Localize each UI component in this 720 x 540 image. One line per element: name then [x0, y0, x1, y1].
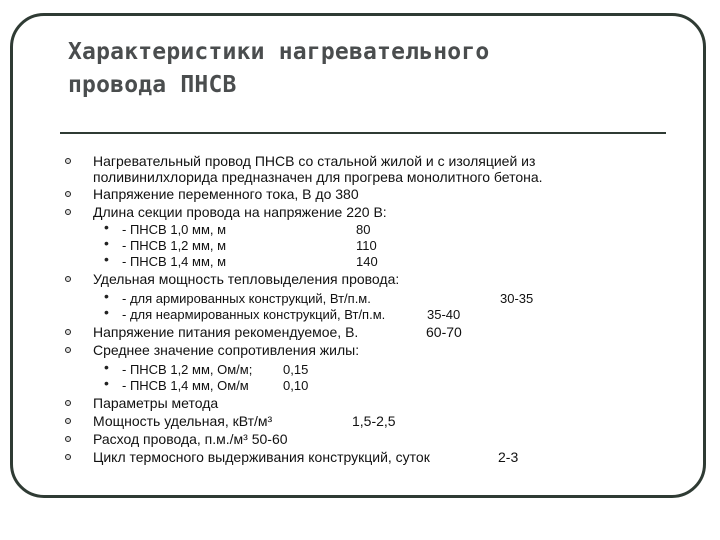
bullet-icon: [64, 399, 72, 407]
sub-bullet-icon: •: [104, 219, 109, 235]
sub-bullet-icon: •: [104, 359, 109, 375]
specific-power-label: Мощность удельная, кВт/м³: [93, 413, 273, 429]
length-row-value: 110: [356, 238, 377, 253]
bullet-icon: [64, 453, 72, 461]
resistance-row-value: 0,10: [283, 378, 309, 393]
slide-title: [68, 36, 648, 102]
sub-bullet-icon: •: [104, 235, 109, 251]
method-parameters-text: Параметры метода: [93, 395, 219, 411]
sub-bullet-icon: •: [104, 375, 109, 391]
bullet-icon: [64, 346, 72, 354]
bullet-icon: [64, 275, 72, 283]
sub-bullet-icon: •: [104, 251, 109, 267]
title-divider: [60, 132, 666, 134]
description-line-1: Нагревательный провод ПНСВ со стальной жилой и с изоляцией из: [93, 153, 536, 169]
wire-consumption-text: Расход провода, п.м./м³ 50-60: [93, 431, 288, 447]
length-row-label: - ПНСВ 1,2 мм, м: [122, 238, 227, 253]
voltage-text: Напряжение переменного тока, В до 380: [93, 186, 359, 202]
length-row-value: 80: [356, 222, 371, 237]
sub-bullet-icon: •: [104, 304, 109, 320]
supply-voltage-label: Напряжение питания рекомендуемое, В.: [93, 324, 359, 340]
specific-power-value: 1,5-2,5: [352, 413, 396, 429]
bullet-icon: [64, 157, 72, 165]
title-line-1: Характеристики нагревательного: [68, 39, 490, 65]
length-row-value: 140: [356, 254, 378, 269]
length-row-label: - ПНСВ 1,4 мм, м: [122, 254, 227, 269]
bullet-icon: [64, 208, 72, 216]
curing-cycle-value: 2-3: [498, 449, 519, 465]
power-row-value: 30-35: [500, 291, 534, 306]
title-line-2: провода ПНСВ: [68, 72, 237, 98]
supply-voltage-value: 60-70: [426, 324, 462, 340]
section-length-text: Длина секции провода на напряжение 220 В:: [93, 204, 387, 220]
resistance-row-label: - ПНСВ 1,4 мм, Ом/м: [122, 378, 249, 393]
power-density-text: Удельная мощность тепловыделения провода:: [93, 271, 400, 287]
curing-cycle-label: Цикл термосного выдерживания конструкций, суток: [93, 449, 430, 465]
power-row-value: 35-40: [427, 307, 461, 322]
sub-bullet-icon: •: [104, 288, 109, 304]
bullet-icon: [64, 435, 72, 443]
resistance-row-label: - ПНСВ 1,2 мм, Ом/м;: [122, 362, 253, 377]
power-row-label: - для армированных конструкций, Вт/п.м.: [122, 291, 371, 306]
bullet-icon: [64, 190, 72, 198]
description-line-2: поливинилхлорида предназначен для прогрева монолитного бетона.: [93, 169, 543, 185]
resistance-row-value: 0,15: [283, 362, 309, 377]
length-row-label: - ПНСВ 1,0 мм, м: [122, 222, 227, 237]
bullet-icon: [64, 417, 72, 425]
resistance-text: Среднее значение сопротивления жилы:: [93, 342, 360, 358]
bullet-icon: [64, 328, 72, 336]
power-row-label: - для неармированных конструкций, Вт/п.м.: [122, 307, 386, 322]
